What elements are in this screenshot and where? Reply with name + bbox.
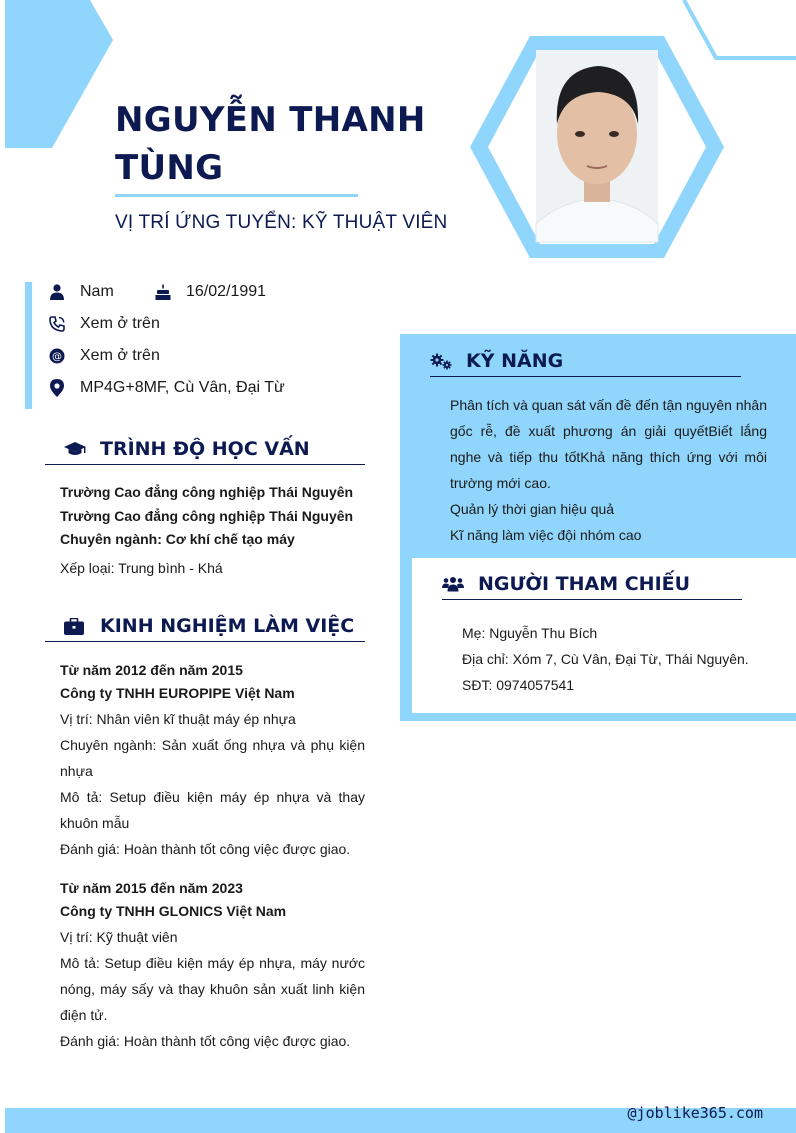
skills-header: [430, 346, 563, 376]
reference-content: [462, 620, 782, 698]
reference-name: Mẹ: Nguyễn Thu Bích: [462, 625, 598, 641]
info-row-gender-birthday: [48, 281, 266, 303]
education-title: TRÌNH ĐỘ HỌC VẤN: [100, 438, 310, 460]
svg-text:@: @: [52, 351, 62, 363]
job-1-major: Chuyên ngành: Sản xuất ống nhựa và phụ kiện nhựa: [60, 737, 365, 779]
applied-position: VỊ TRÍ ỨNG TUYỂN: KỸ THUẬT VIÊN: [115, 212, 448, 233]
job-2-role: Vị trí: Kỹ thuật viên: [60, 929, 178, 945]
job-2-review: Đánh giá: Hoàn thành tốt công việc được giao.: [60, 1033, 351, 1049]
job-2: [60, 877, 365, 1054]
job-2-period: Từ năm 2015 đến năm 2023: [60, 880, 243, 896]
skill-item-2: Kĩ năng làm việc đội nhóm cao: [450, 527, 642, 543]
email-value: Xem ở trên: [80, 347, 160, 364]
skills-title: KỸ NĂNG: [466, 350, 564, 372]
job-1-company: Công ty TNHH EUROPIPE Việt Nam: [60, 685, 295, 701]
education-school-1: Trường Cao đẳng công nghiệp Thái Nguyên: [60, 484, 354, 500]
phone-value: Xem ở trên: [80, 315, 160, 332]
email-icon: [48, 347, 66, 365]
candidate-name-line1: NGUYỄN THANH: [115, 100, 426, 140]
reference-phone: SĐT: 0974057541: [462, 677, 575, 693]
gears-icon: [430, 352, 452, 370]
reference-title: NGƯỜI THAM CHIẾU: [478, 573, 691, 595]
education-rank: Xếp loại: Trung bình - Khá: [60, 560, 223, 576]
experience-header: [64, 611, 354, 641]
reference-divider: [442, 599, 742, 600]
gender-value: Nam: [80, 283, 114, 300]
profile-photo: [536, 50, 658, 242]
experience-title: KINH NGHIỆM LÀM VIỆC: [100, 615, 355, 637]
info-row-email: [48, 345, 160, 367]
corner-decoration-left: [0, 0, 120, 150]
name-underline: [115, 194, 358, 197]
skill-item-1: Quản lý thời gian hiệu quả: [450, 501, 615, 517]
skills-divider: [430, 376, 741, 377]
candidate-name: [115, 96, 445, 192]
user-icon: [48, 283, 66, 301]
briefcase-icon: [64, 618, 84, 635]
info-accent-bar: [25, 282, 32, 409]
candidate-name-line2: TÙNG: [115, 148, 224, 188]
birthday-value: 16/02/1991: [186, 283, 267, 300]
experience-divider: [45, 641, 365, 642]
job-1-review: Đánh giá: Hoàn thành tốt công việc được giao.: [60, 841, 351, 857]
cake-icon: [154, 283, 172, 301]
footer-website: @joblike365.com: [627, 1104, 763, 1122]
info-row-address: [48, 377, 285, 399]
phone-icon: [48, 315, 66, 333]
education-header: [64, 434, 310, 464]
reference-header: [442, 569, 690, 599]
reference-address: Địa chỉ: Xóm 7, Cù Vân, Đại Từ, Thái Nguyên.: [462, 651, 749, 667]
graduation-cap-icon: [64, 441, 86, 457]
users-icon: [442, 576, 464, 592]
skills-content: [450, 392, 767, 548]
skills-paragraph: Phân tích và quan sát vấn đề đến tận nguyên nhân gốc rễ, đề xuất phương án giải quyếtBiết lắng nghe và tiếp thu tốtKhả năng thích ứng với môi trường mới cao.: [450, 397, 767, 491]
job-1-role: Vị trí: Nhân viên kĩ thuật máy ép nhựa: [60, 711, 296, 727]
job-2-company: Công ty TNHH GLONICS Việt Nam: [60, 903, 287, 919]
education-divider: [45, 464, 365, 465]
job-1-period: Từ năm 2012 đến năm 2015: [60, 662, 243, 678]
education-school-2: Trường Cao đẳng công nghiệp Thái Nguyên: [60, 507, 354, 524]
education-school-list: [60, 481, 370, 552]
address-value: MP4G+8MF, Cù Vân, Đại Từ: [80, 379, 285, 396]
profile-photo-frame: [468, 36, 726, 258]
job-1-desc: Mô tả: Setup điều kiện máy ép nhựa và thay khuôn mẫu: [60, 789, 365, 831]
job-1: [60, 659, 365, 862]
education-major: Chuyên ngành: Cơ khí chế tạo máy: [60, 531, 295, 547]
info-row-phone: [48, 313, 160, 335]
location-icon: [48, 379, 66, 397]
job-2-desc: Mô tả: Setup điều kiện máy ép nhựa, máy nước nóng, máy sấy và thay khuôn sản xuất linh kiện điện tử.: [60, 955, 365, 1023]
